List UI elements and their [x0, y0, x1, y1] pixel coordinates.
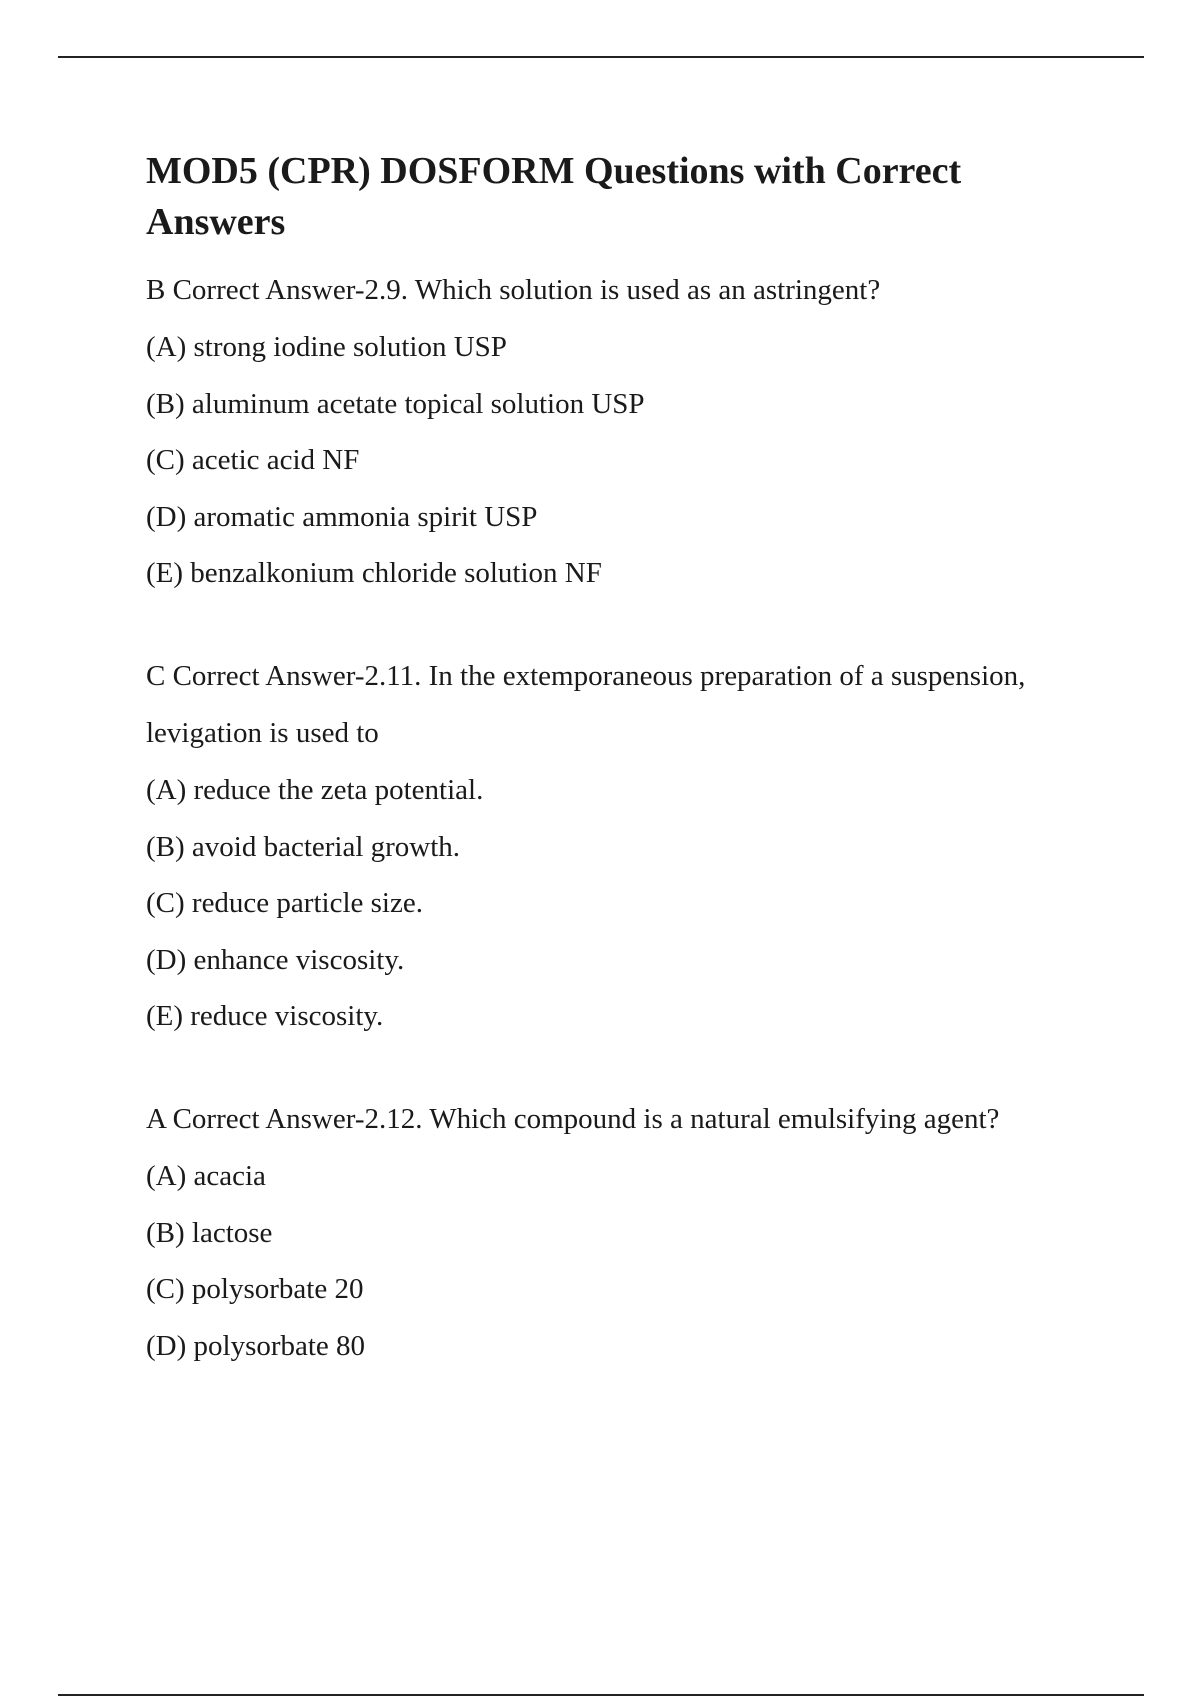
document-body	[146, 146, 1046, 1382]
option-item: (B) aluminum acetate topical solution USP	[146, 387, 645, 420]
header-rule	[58, 56, 1144, 58]
options-list	[146, 770, 1046, 1037]
option-item: (C) polysorbate 20	[146, 1273, 364, 1305]
question-block	[146, 1099, 1046, 1367]
footer-rule	[58, 1694, 1144, 1696]
option-item: (A) reduce the zeta potential.	[146, 774, 484, 806]
question-text: C Correct Answer-2.11. In the extemporaneous preparation of a suspension,	[146, 660, 1026, 692]
question-text: B Correct Answer-2.9. Which solution is used as an astringent?	[146, 274, 881, 306]
option-item: (C) acetic acid NF	[146, 444, 360, 476]
option-item: (C) reduce particle size.	[146, 887, 423, 919]
options-list	[146, 327, 1046, 594]
question-block	[146, 656, 1046, 1037]
question-block	[146, 270, 1046, 594]
question-text: A Correct Answer-2.12. Which compound is a natural emulsifying agent?	[146, 1103, 1000, 1135]
option-item: (A) strong iodine solution USP	[146, 331, 507, 363]
option-item: (E) benzalkonium chloride solution NF	[146, 557, 602, 589]
page-title: MOD5 (CPR) DOSFORM Questions with Correct Answers	[146, 150, 962, 243]
option-item: (B) avoid bacterial growth.	[146, 830, 461, 863]
question-stem: levigation is used to	[146, 717, 379, 749]
option-item: (E) reduce viscosity.	[146, 1000, 384, 1032]
option-item: (D) aromatic ammonia spirit USP	[146, 500, 538, 533]
option-item: (D) polysorbate 80	[146, 1329, 366, 1362]
option-item: (D) enhance viscosity.	[146, 943, 405, 976]
options-list	[146, 1156, 1046, 1367]
option-item: (A) acacia	[146, 1160, 266, 1192]
option-item: (B) lactose	[146, 1216, 273, 1249]
